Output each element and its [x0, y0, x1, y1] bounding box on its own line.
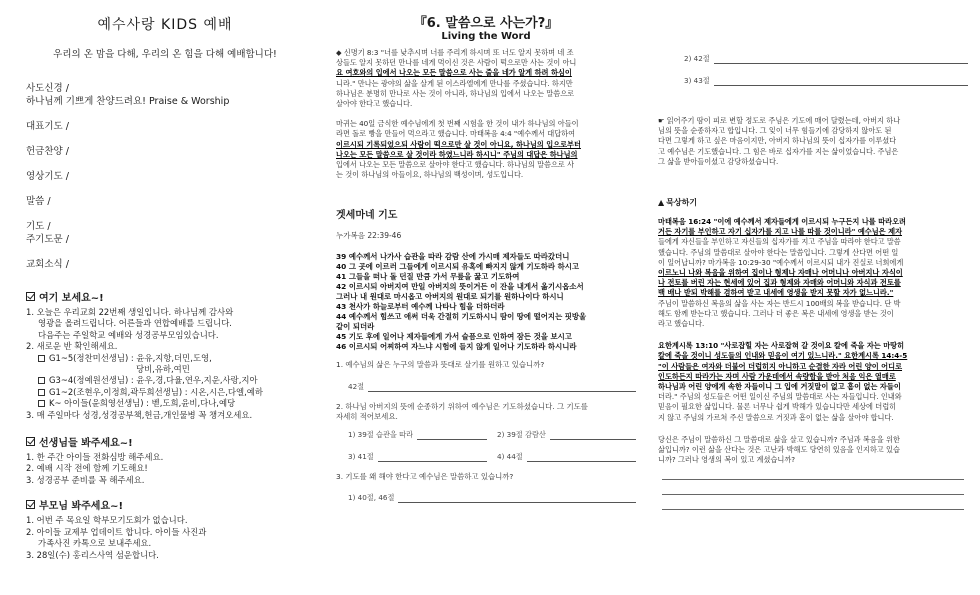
order-video-prayer: 영상기도 / — [26, 171, 69, 182]
bulletin-title: 예수사랑 KIDS 예배 — [97, 17, 233, 33]
checkbox-icon — [38, 389, 45, 396]
teacher-line: 2. 예배 시작 전에 함께 기도해요! — [26, 463, 148, 474]
order-sermon: 말씀 / — [26, 196, 51, 207]
closing-paragraph: 당신은 주님이 말씀하신 그 말씀대로 삶을 살고 있습니까? 주님과 복음을 위한 삶입니까? 이런 삶을 산다는 것은 고난과 박해도 당연히 있음을 인지하고 있습 니까? 그러나 영생의 복이 있고 계셨습니까? — [658, 434, 900, 465]
response-line[interactable] — [662, 495, 964, 510]
answer-2-1-field[interactable]: 1) 39절 습관을 따라 — [348, 428, 487, 440]
parent-line: 3. 28일(수) 홍리스사역 섬운합니다. — [26, 549, 159, 560]
response-line[interactable] — [662, 465, 964, 480]
left-column — [0, 0, 318, 595]
answer-1-field[interactable]: 42절 — [336, 380, 636, 392]
second-paragraph: 마귀는 40일 금식한 예수님에게 첫 번째 시험을 한 것이 내가 하나님의 아들이 라면 돌로 빵을 만들어 먹으라고 했습니다. 마태복음 4:4 "예수께서 대답하여 이르시되 기록되었으되 사람이 떡으로만 살 것이 아니요, 하나님의 입으로부터 나오는 모든 말씀으로 살 것이라 하였느니라 하시니" 주님의 대답은 하나님의 입에서 나오는 모든 말씀으로 살아야 한다고 했습니다. 하나님의 말씀으로 사 는 것이 하나님의 아들이요, 하나님의 백성이며, 성도입니다. — [336, 119, 581, 180]
book-icon: ▲ — [658, 198, 665, 208]
notice-line: 2. 새로운 반 확인해세요. — [26, 341, 118, 352]
verse: 42 이르시되 아버지여 만일 아버지의 뜻이거든 이 잔을 내게서 옮기시옵소서 — [336, 282, 584, 292]
order-creed: 사도신경 / — [26, 83, 69, 94]
checkbox-icon — [26, 437, 35, 446]
answer-top-2-field[interactable]: 3) 43절 — [684, 74, 968, 86]
bulletin-subtitle: 우리의 온 맘을 다해, 우리의 온 힘을 다해 예배합니다! — [53, 49, 277, 60]
verse: 41 그들을 떠나 돌 던질 만큼 가서 무릎을 꿇고 기도하여 — [336, 272, 520, 282]
middle-column — [326, 0, 644, 595]
answer-2-4-field[interactable]: 4) 44절 — [497, 450, 636, 462]
class-item: G1~2(조현우,이정희,곽두희선생님) : 시온,시은,다엘,예하 — [26, 387, 304, 398]
order-prayer: 대표기도 / — [26, 121, 69, 132]
meditate-paragraph-2: 요한계시록 13:10 "사로잡힐 자는 사로잡혀 갈 것이요 칼에 죽을 자는 마땅히 칼에 죽을 것이니 성도들의 인내와 믿음이 여기 있느니라." 요한계시록 14:4-5 "이 사람들은 여자와 더불어 더럽히지 아니하고 순결한 자라 어린 양이 어디로 인도하든지 따라가는 자며 사람 가운데에서 속량함을 받아 처음 익은 열매로 하나님과 어린 양에게 속한 자들이니 그 입에 거짓말이 없고 흠이 없는 자들이 더라." 주님의 성도들은 어떤 일이신 주님의 말씀대로 사는 자들입니다. 인내와 믿음이 필요한 삶입니다. 물론 너무나 쉽게 박해가 있습니다만 세상에 더럽히 지 않고 주님의 가르쳐 주신 말씀으로 거짓과 흠이 없는 삶을 살아야 합니다. — [658, 341, 908, 422]
class-item-cont: 당비,유하,여민 — [136, 364, 190, 375]
parent-line: 가족사진 카톡으로 보내주세요. — [38, 538, 152, 549]
response-line[interactable] — [662, 480, 964, 495]
notice-heading: 여기 보세요~! — [26, 289, 304, 304]
verse: 45 기도 후에 일어나 제자들에게 가서 슬픔으로 인하여 잠든 것을 보시고 — [336, 331, 572, 341]
meditate-paragraph: 마태복음 16:24 "이에 예수께서 제자들에게 이르시되 누구든지 나를 따라오려 거든 자기를 부인하고 자기 십자가를 지고 나를 따를 것이니라" 예수님은 제자 들에게 자신들을 부인하고 자신들의 십자가를 지고 주님을 따라야 한다고 말씀 했습니다. 주님의 말씀대로 살아야 한다는 말씀입니다. 그렇게 산다면 어떤 일 이 일어납니까? 마가복음 10:29-30 "예수께서 이르시되 내가 진실로 너희에게 이르노니 나와 복음을 위하여 집이나 형제나 자매나 어머니나 아버지나 자식이 나 전토를 버린 자는 현세에 있어 집과 형제와 자매와 어머니와 자식과 전토를 백 배나 받되 박해를 겸하여 받고 내세에 영생을 받지 못할 자가 없느니라." 주님이 말씀하신 복음의 삶을 사는 자는 반드시 100배의 복을 받습니다. 단 박 해도 함께 받는다고 했습니다. 그러나 더 좋은 복은 내세에 영생을 받는 것이 라고 했습니다. — [658, 217, 906, 329]
answer-top-1-field[interactable]: 2) 42절 — [684, 52, 968, 64]
teacher-line: 1. 한 주간 아이들 전화심방 해주세요. — [26, 452, 164, 463]
answer-2-2-field[interactable]: 2) 39절 감람산 — [497, 428, 636, 440]
verse: 39 예수께서 나가사 습관을 따라 감람 산에 가시매 제자들도 따라갔더니 — [336, 252, 570, 262]
verse: 같이 되더라 — [336, 321, 375, 331]
order-lords-prayer: 주기도문 / — [26, 234, 69, 245]
section-title: 겟세마네 기도 — [336, 210, 398, 222]
teacher-line: 3. 성경공부 준비를 꼭 해주세요. — [26, 474, 145, 485]
parents-heading: 부모님 봐주세요~! — [26, 497, 304, 512]
notice-line: 1. 오늘은 우리교회 22번째 생일입니다. 하나님께 감사와 — [26, 307, 234, 317]
answer-3-field[interactable]: 1) 40절, 46절 — [336, 491, 636, 503]
verse: 43 천사가 하늘로부터 예수께 나타나 힘을 더하더라 — [336, 301, 505, 311]
teachers-heading: 선생님들 봐주세요~! — [26, 434, 304, 449]
class-item: K~ 아이들(윤희영선생님) : 벧,도희,윤비,다나,예당 — [26, 398, 304, 409]
question-3: 3. 기도를 왜 해야 한다고 예수님은 말씀하고 있습니까? — [336, 472, 514, 482]
checkbox-icon — [38, 377, 45, 384]
lesson-subtitle: Living the Word — [441, 31, 531, 42]
intro-paragraph: ◆ 신명기 8:3 "너를 낮추시며 너를 주리게 하시며 또 너도 알지 못하며 네 조 상들도 알지 못하던 만나를 네게 먹이신 것은 사람이 떡으로만 사는 것이 아니 요 여호와의 입에서 나오는 모든 말씀으로 사는 줄을 네가 알게 하려 하심이 니라." 만나는 광야의 삶을 살게 된 이스라엘에게 만나를 주셨습니다. 하지만 하나님은 분명히 만나로 사는 것이 아니라, 하나님의 입에서 나오는 말씀으로 살아야 한다고 했습니다. — [336, 48, 577, 109]
checkbox-icon — [26, 500, 35, 509]
scripture-verses — [336, 252, 636, 351]
answer-2-3-field[interactable]: 3) 41절 — [348, 450, 487, 462]
reading-paragraph: ☛ 읽어주기 땀이 피로 변할 정도로 주님은 기도에 매어 달렸는데, 아버지 하나 님의 뜻을 순종하자고 합입니다. 그 잊이 너무 힘들기에 감당하지 않아도 된 다면 그렇게 하고 싶은 마음이지만, 아버지 하나님의 뜻이 십자가를 이루셨다 고 예수님은 기도했습니다. 그 힘은 바로 십자가를 지는 삶이었습니다. 주님은 그 삶을 받아들이셨고 감당하셨습니다. — [658, 116, 901, 166]
class-item: G1~5(정찬미선생님) : 윤유,지항,더민,도영, — [26, 353, 304, 364]
worship-order — [26, 82, 304, 271]
parent-line: 2. 아이들 교제부 업데이트 합니다. 아이들 사진과 — [26, 526, 207, 537]
verse: 그러나 내 원대로 마시옵고 아버지의 원대로 되기를 원하나이다 하시니 — [336, 292, 564, 302]
verse: 40 그 곳에 이르러 그들에게 이르시되 유혹에 빠지지 않게 기도하라 하시고 — [336, 262, 580, 272]
scripture-ref: 누가복음 22:39-46 — [336, 231, 402, 241]
verse: 44 예수께서 힘쓰고 애써 더욱 간절히 기도하시니 땀이 땅에 떨어지는 핏방울 — [336, 311, 587, 321]
parent-line: 1. 어번 주 목요일 학부모기도회가 없습니다. — [26, 515, 188, 526]
meditate-heading: ▲ 묵상하기 — [658, 198, 698, 208]
notice-line: 3. 매 주일마다 성경,성경공부책,헌금,개인물병 꼭 챙겨오세요. — [26, 409, 253, 420]
question-2: 2. 하나님 아버지의 뜻에 순종하기 위하여 예수님은 기도하셨습니다. 그 기도를 — [336, 401, 588, 411]
notice-line: 영광을 올려드립니다. 어른들과 연합예배를 드립니다. — [38, 318, 232, 329]
class-item: G3~4(정예원선생님) : 윤우,경,다율,연우,지운,사랑,지아 — [26, 375, 304, 386]
lesson-title: 『6. 말씀으로 사는가?』 — [413, 16, 559, 31]
order-news: 교회소식 / — [26, 259, 69, 270]
checkbox-icon — [38, 400, 45, 407]
verse: 46 이르시되 어찌하여 자느냐 시험에 들지 않게 일어나 기도하라 하시니라 — [336, 341, 577, 351]
checkbox-icon — [26, 292, 35, 301]
question-1: 1. 예수님의 삶은 누구의 말씀과 뜻대로 살기를 원하고 있습니까? — [336, 359, 545, 369]
right-column — [652, 0, 974, 595]
question-2-cont: 자세히 적어보세요. — [336, 411, 398, 421]
order-praise: 하나님께 기쁘게 찬양드려요! Praise & Worship — [26, 96, 230, 107]
order-offering: 헌금찬양 / — [26, 146, 69, 157]
notice-line: 다음주는 주일학교 예배와 성경공부모임있습니다. — [38, 329, 219, 340]
order-pray: 기도 / — [26, 221, 51, 232]
checkbox-icon — [38, 355, 45, 362]
